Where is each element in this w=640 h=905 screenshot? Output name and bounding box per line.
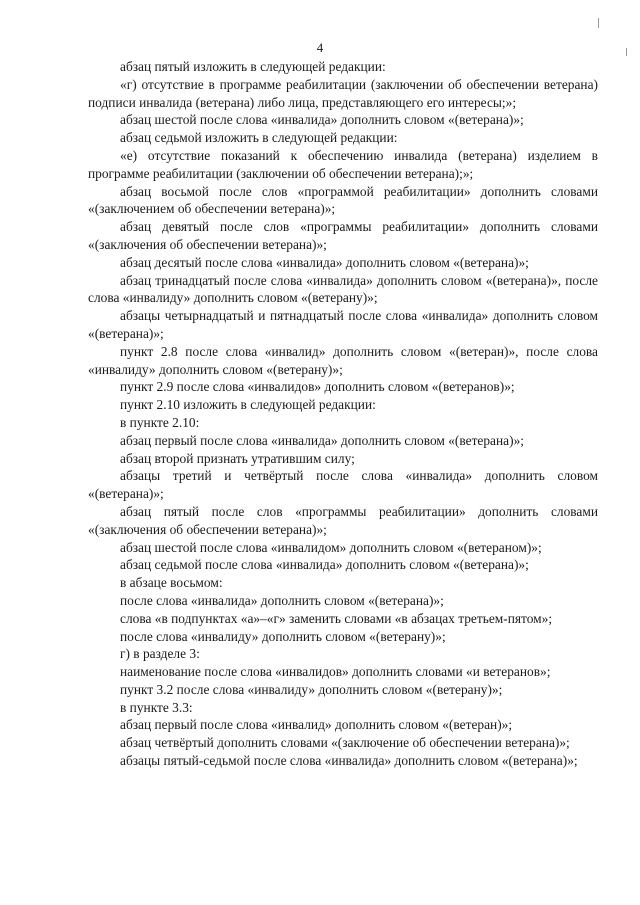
paragraph: абзац восьмой после слов «программой реабилитации» дополнить словами «(заключением об обеспечении ветерана)»; xyxy=(88,183,598,217)
paragraph: абзац пятый после слов «программы реабилитации» дополнить словами «(заключения об обеспечении ветерана)»; xyxy=(88,503,598,537)
paragraph: в пункте 3.3: xyxy=(120,699,193,715)
paragraph: пункт 2.9 после слова «инвалидов» дополнить словом «(ветеранов)»; xyxy=(120,379,515,395)
paragraph: абзац тринадцатый после слова «инвалида» дополнить словом «(ветерана)», после слова «инвалиду» дополнить словом «(ветерану)»; xyxy=(88,272,598,306)
paragraph: абзац четвёртый дополнить словами «(заключение об обеспечении ветерана)»; xyxy=(120,735,570,751)
paragraph: абзац первый после слова «инвалид» дополнить словом «(ветеран)»; xyxy=(120,717,513,733)
paragraph: слова «в подпунктах «а»–«г» заменить словами «в абзацах третьем-пятом»; xyxy=(120,610,553,626)
paragraph: абзац седьмой изложить в следующей редакции: xyxy=(120,130,398,146)
paragraph: после слова «инвалиду» дополнить словом «(ветерану)»; xyxy=(120,628,446,644)
paragraph: после слова «инвалида» дополнить словом «(ветерана)»; xyxy=(120,592,444,608)
page-number: 4 xyxy=(316,40,324,55)
paragraph: абзацы третий и четвёртый после слова «инвалида» дополнить словом «(ветерана)»; xyxy=(88,468,598,502)
paragraph: абзац десятый после слова «инвалида» дополнить словом «(ветерана)»; xyxy=(120,254,529,270)
paragraph: абзац седьмой после слова «инвалида» дополнить словом «(ветерана)»; xyxy=(120,557,529,573)
scan-mark xyxy=(598,18,599,28)
paragraph: абзацы четырнадцатый и пятнадцатый после слова «инвалида» дополнить словом «(ветерана)»; xyxy=(88,308,598,341)
paragraph: абзац шестой после слова «инвалида» дополнить словом «(ветерана)»; xyxy=(120,112,524,128)
paragraph: «е) отсутствие показаний к обеспечению инвалида (ветерана) изделием в программе реабилитации (заключении об обеспечении ветерана);»; xyxy=(88,147,598,181)
paragraph: в пункте 2.10: xyxy=(120,414,200,430)
paragraph: абзац пятый изложить в следующей редакции: xyxy=(120,59,386,74)
document-body xyxy=(88,58,598,770)
paragraph: пункт 2.10 изложить в следующей редакции: xyxy=(120,397,376,413)
paragraph: абзац первый после слова «инвалида» дополнить словом «(ветерана)»; xyxy=(120,432,524,448)
paragraph: наименование после слова «инвалидов» дополнить словами «и ветеранов»; xyxy=(120,664,551,680)
paragraph: в абзаце восьмом: xyxy=(120,575,223,591)
paragraph: абзац девятый после слов «программы реабилитации» дополнить словами «(заключения об обеспечении ветерана)»; xyxy=(88,219,598,252)
paragraph: абзац шестой после слова «инвалидом» дополнить словом «(ветераном)»; xyxy=(120,539,542,555)
paragraph: абзацы пятый-седьмой после слова «инвалида» дополнить словом «(ветерана)»; xyxy=(120,753,578,769)
paragraph: «г) отсутствие в программе реабилитации (заключении об обеспечении ветерана) подписи инвалида (ветерана) либо лица, представляющего его интересы;»; xyxy=(88,76,598,110)
paragraph: пункт 3.2 после слова «инвалиду» дополнить словом «(ветерану)»; xyxy=(120,681,503,697)
paragraph: абзац второй признать утратившим силу; xyxy=(120,450,355,466)
paragraph: г) в разделе 3: xyxy=(120,646,200,662)
paragraph: пункт 2.8 после слова «инвалид» дополнить словом «(ветеран)», после слова «инвалиду» дополнить словом «(ветерану)»; xyxy=(88,343,598,377)
